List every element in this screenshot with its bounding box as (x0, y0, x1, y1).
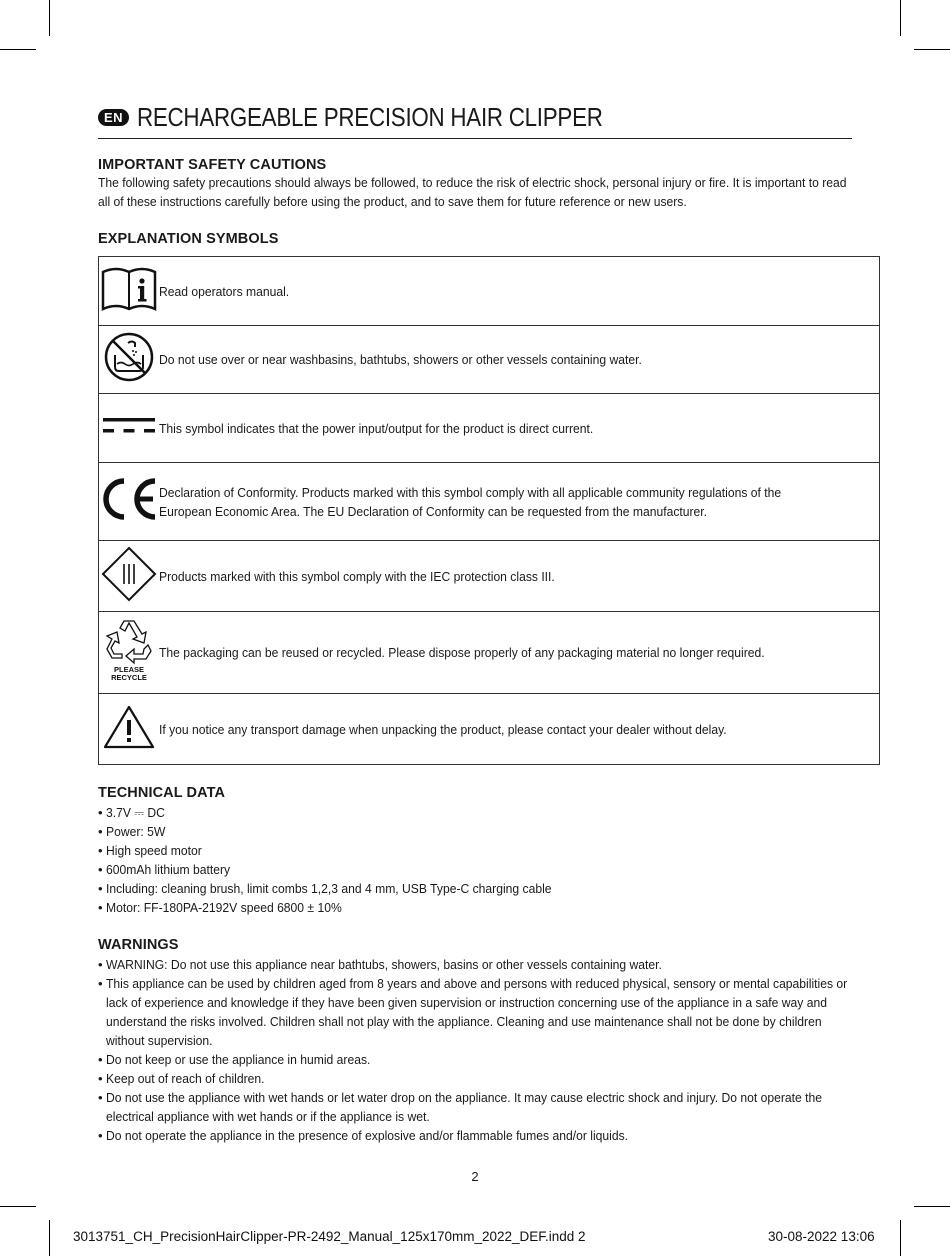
page-title: RECHARGEABLE PRECISION HAIR CLIPPER (137, 101, 603, 132)
symbol-description: Read operators manual. (159, 283, 290, 299)
list-item: • 600mAh lithium battery (98, 860, 852, 879)
crop-mark (914, 49, 950, 50)
crop-mark (0, 49, 36, 50)
symbol-description: If you notice any transport damage when unpacking the product, please contact your dealer without delay. (159, 721, 727, 737)
warnings-section (98, 937, 852, 1145)
list-item: • Do not operate the appliance in the presence of explosive and/or flammable fumes and/or liquids. (98, 1126, 852, 1145)
warning-icon (99, 694, 160, 765)
slug-file-name: 3013751_CH_PrecisionHairClipper-PR-2492_Manual_125x170mm_2022_DEF.indd 2 (73, 1229, 586, 1244)
recycle-icon (99, 612, 160, 694)
list-item: • Do not keep or use the appliance in humid areas. (98, 1050, 852, 1069)
manual-icon (99, 257, 160, 326)
symbol-row (99, 257, 880, 326)
crop-mark (900, 0, 901, 36)
list-item: • 3.7V ⎓ DC (98, 803, 852, 822)
symbol-row (99, 694, 880, 765)
list-item: • Including: cleaning brush, limit combs 1,2,3 and 4 mm, USB Type-C charging cable (98, 879, 852, 898)
list-item: • Do not use the appliance with wet hands or let water drop on the appliance. It may cause electric shock and injury. Do not operate the electrical appliance with wet hands or if the appliance is wet. (98, 1088, 852, 1126)
ce-mark-icon (99, 463, 160, 541)
symbols-table (98, 256, 880, 765)
direct-current-icon (99, 394, 160, 463)
symbol-row (99, 394, 880, 463)
page-number: 2 (471, 1169, 479, 1184)
symbol-description: Do not use over or near washbasins, bathtubs, showers or other vessels containing water. (159, 352, 642, 367)
symbol-row (99, 326, 880, 394)
technical-list (98, 803, 852, 917)
symbol-row (99, 612, 880, 694)
warnings-heading: WARNINGS (98, 937, 179, 953)
symbol-description: Products marked with this symbol comply with the IEC protection class III. (159, 568, 555, 584)
technical-section (98, 785, 852, 917)
symbols-heading: EXPLANATION SYMBOLS (98, 231, 279, 247)
no-water-icon (99, 326, 160, 394)
symbol-description: The packaging can be reused or recycled. Please dispose properly of any packaging material no longer required. (159, 645, 765, 660)
crop-mark (914, 1206, 950, 1207)
warnings-list (98, 955, 852, 1145)
crop-mark (0, 1206, 36, 1207)
list-item: • High speed motor (98, 841, 852, 860)
language-badge: EN (98, 109, 129, 126)
slug-date: 30-08-2022 13:06 (768, 1229, 875, 1244)
technical-heading: TECHNICAL DATA (98, 785, 226, 801)
safety-section (98, 157, 852, 211)
list-item: • This appliance can be used by children aged from 8 years and above and persons with reduced physical, sensory or mental capabilities or lack of experience and knowledge if they have been given supervision or instruction concerning use of the appliance in a safe way and understand the risks involved. Children shall not play with the appliance. Cleaning and use maintenance shall not be done by children without supervision. (98, 974, 852, 1050)
list-item: • Power: 5W (98, 822, 852, 841)
list-item: • WARNING: Do not use this appliance near bathtubs, showers, basins or other vessels containing water. (98, 955, 852, 974)
list-item: • Motor: FF-180PA-2192V speed 6800 ± 10% (98, 898, 852, 917)
safety-text: The following safety precautions should always be followed, to reduce the risk of electric shock, personal injury or fire. It is important to read all of these instructions carefully before using the product, and to save them for future reference or new users. (98, 175, 847, 209)
safety-heading: IMPORTANT SAFETY CAUTIONS (98, 157, 327, 173)
symbol-row (99, 463, 880, 541)
crop-mark (49, 0, 50, 36)
recycle-caption: RECYCLE (111, 673, 147, 681)
symbol-row (99, 541, 880, 612)
list-item: • Keep out of reach of children. (98, 1069, 852, 1088)
symbol-description: This symbol indicates that the power input/output for the product is direct current. (159, 420, 594, 436)
title-row (98, 96, 852, 139)
class-iii-icon (99, 541, 160, 612)
symbol-description: Declaration of Conformity. Products marked with this symbol comply with all applicable community regulations of the European Economic Area. The EU Declaration of Conformity can be requested from the manufacturer. (159, 484, 782, 519)
manual-page (98, 96, 852, 1145)
crop-mark (49, 1220, 50, 1256)
crop-mark (900, 1220, 901, 1256)
recycle-caption: PLEASE (113, 665, 145, 674)
